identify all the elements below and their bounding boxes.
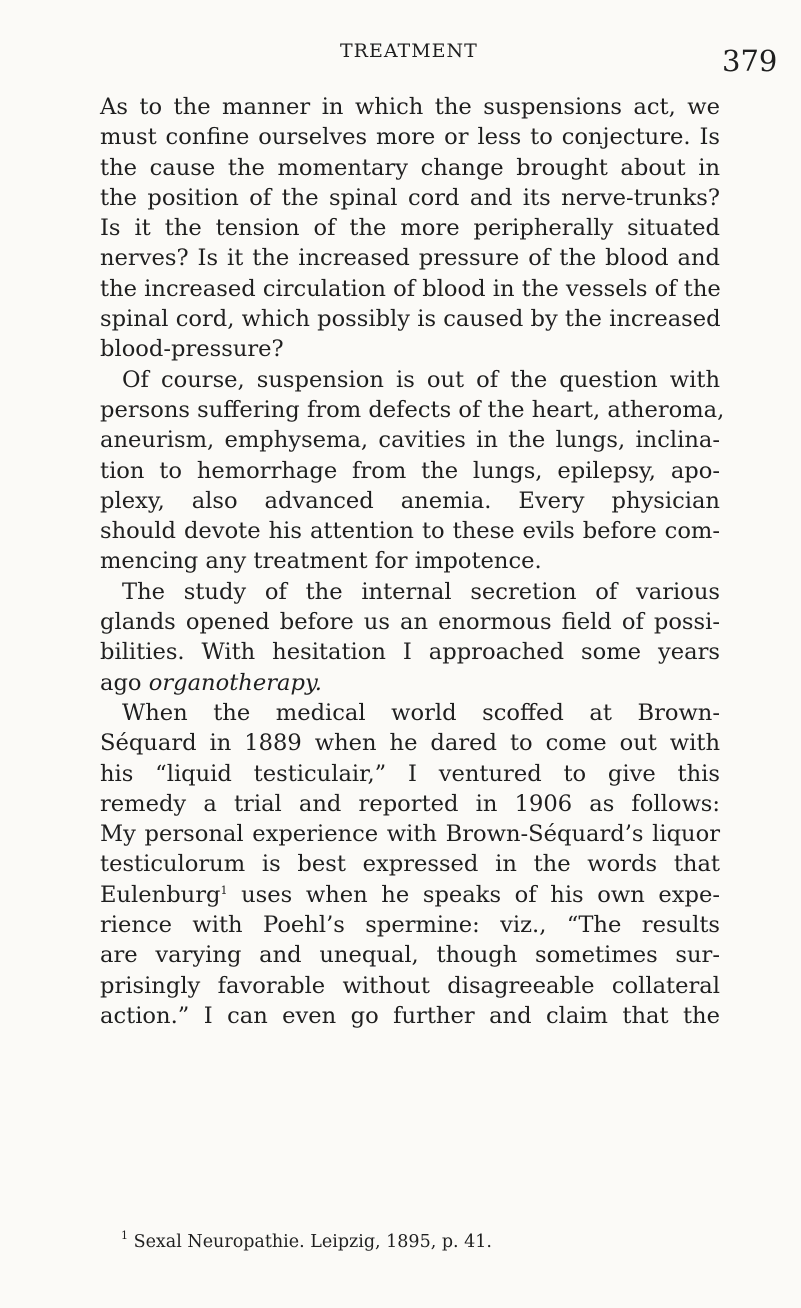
- text-line: testiculorum is best expressed in the words that: [100, 851, 720, 878]
- text-line: The study of the internal secretion of various: [122, 578, 720, 605]
- text-line: should devote his attention to these evils before com-: [100, 518, 720, 545]
- footnote-reference[interactable]: 1: [220, 883, 228, 897]
- text-line: bilities. With hesitation I approached some years: [100, 639, 720, 666]
- text-fragment: Eulenburg: [100, 881, 221, 908]
- page-number: 379: [722, 44, 778, 78]
- text-line: My personal experience with Brown-Séquard’s liquor: [100, 821, 720, 848]
- text-line: plexy, also advanced anemia. Every physician: [100, 487, 720, 514]
- text-line: remedy a trial and reported in 1906 as follows:: [100, 790, 720, 817]
- text-line: action.” I can even go further and claim that the: [100, 1002, 720, 1029]
- text-line: Séquard in 1889 when he dared to come out with: [100, 730, 720, 757]
- text-line: glands opened before us an enormous field of possi-: [100, 609, 720, 636]
- text-line: rience with Poehl’s spermine: viz., “The results: [100, 912, 720, 939]
- text-line: When the medical world scoffed at Brown-: [122, 699, 720, 726]
- footnote-mark: 1: [121, 1229, 128, 1242]
- text-line: As to the manner in which the suspensions act, we: [100, 94, 720, 120]
- text-line: tion to hemorrhage from the lungs, epilepsy, apo-: [100, 457, 720, 484]
- text-line: Is it the tension of the more peripherally situated: [100, 215, 720, 242]
- text-line: the increased circulation of blood in the vessels of the: [100, 275, 721, 302]
- text-line: blood-pressure?: [100, 336, 284, 363]
- text-line: nerves? Is it the increased pressure of the blood and: [100, 245, 720, 272]
- text-line: are varying and unequal, though sometimes sur-: [100, 942, 720, 969]
- text-line: spinal cord, which possibly is caused by the increased: [100, 306, 721, 333]
- text-line: Of course, suspension is out of the question with: [122, 366, 720, 393]
- text-line: must confine ourselves more or less to conjecture. Is: [100, 124, 720, 151]
- text-fragment: ago: [100, 669, 149, 696]
- body-text: [100, 92, 725, 1031]
- text-line: the position of the spinal cord and its nerve-trunks?: [100, 184, 720, 211]
- text-line: aneurism, emphysema, cavities in the lungs, inclina-: [100, 427, 720, 454]
- text-line: the cause the momentary change brought about in: [100, 154, 720, 181]
- text-line: [100, 668, 720, 698]
- text-line: mencing any treatment for impotence.: [100, 548, 542, 575]
- italic-term: organotherapy.: [148, 669, 322, 696]
- footnote-text: Sexal Neuropathie. Leipzig, 1895, p. 41.: [133, 1232, 492, 1252]
- text-fragment: uses when he speaks of his own expe-: [227, 881, 720, 908]
- text-line: his “liquid testiculair,” I ventured to give this: [100, 760, 720, 787]
- text-line: prisingly favorable without disagreeable collateral: [100, 972, 720, 999]
- text-line: persons suffering from defects of the heart, atheroma,: [100, 396, 725, 423]
- running-head: TREATMENT: [340, 40, 478, 62]
- footnote: [121, 1229, 492, 1252]
- text-line: [100, 880, 720, 910]
